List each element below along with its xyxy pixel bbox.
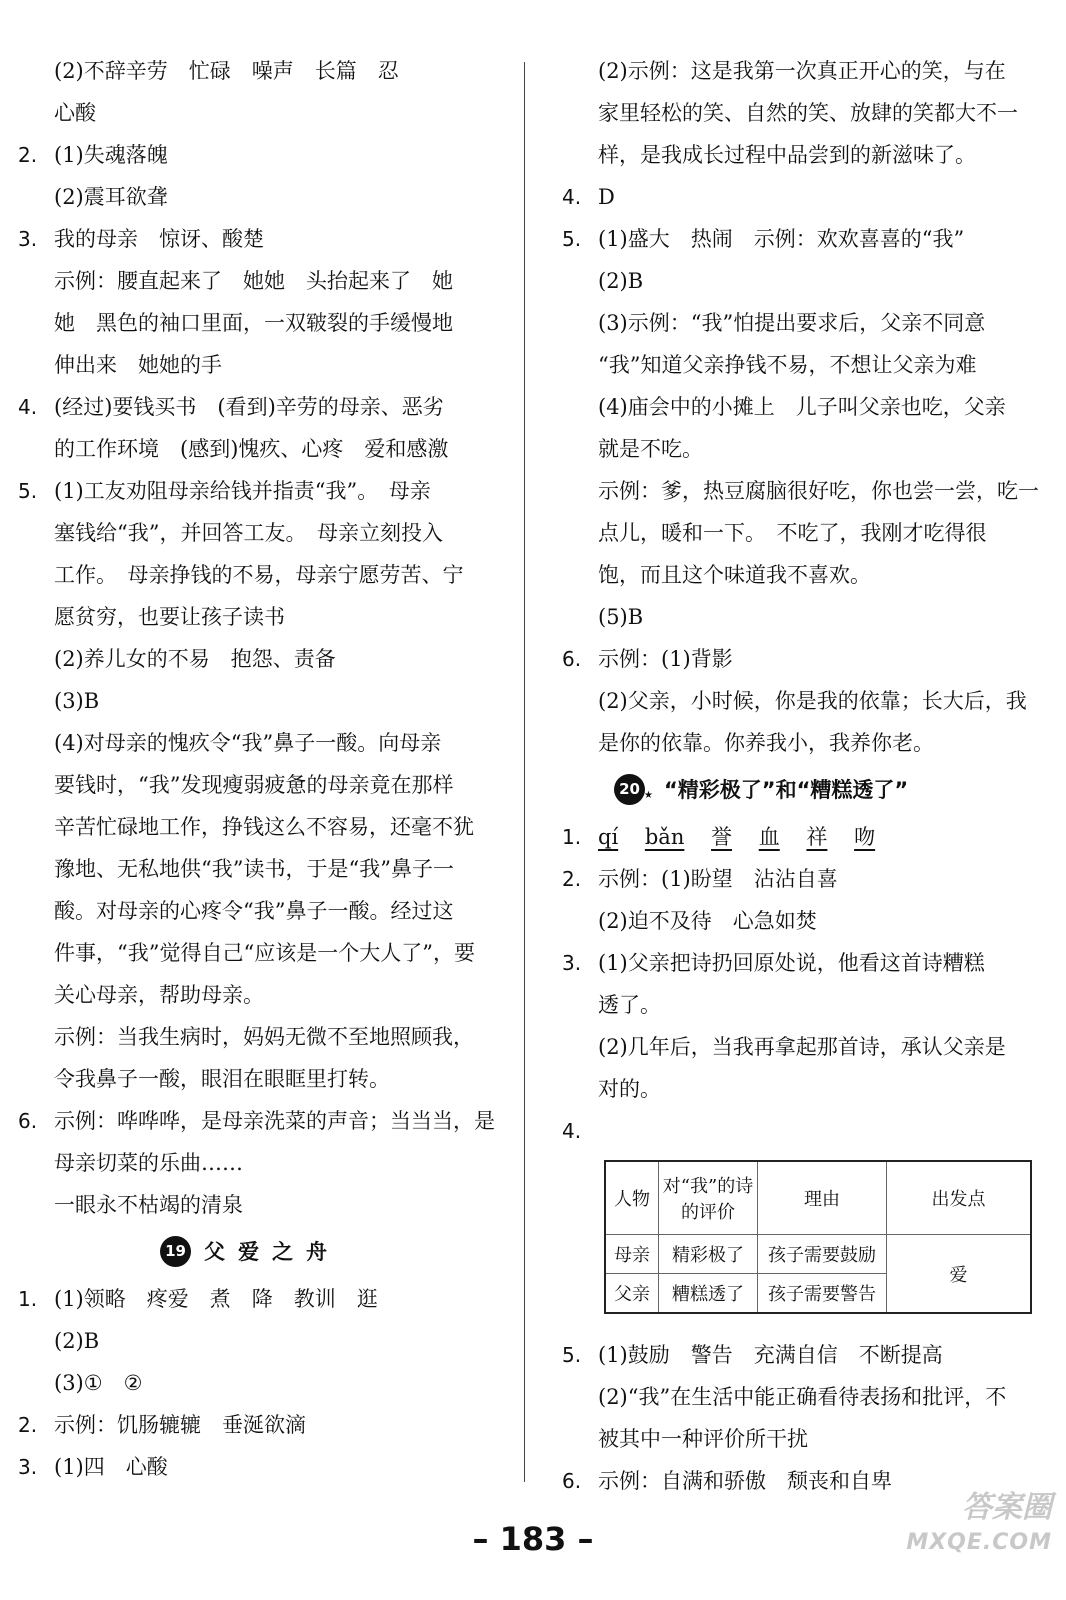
answer-line	[18, 680, 498, 722]
answer-line	[562, 176, 1042, 218]
answer-text: 被其中一种评价所干扰	[598, 1427, 808, 1451]
answer-line	[18, 764, 498, 806]
answer-line	[562, 900, 1042, 942]
question-number: 5.	[562, 227, 582, 251]
answer-text: 是你的依靠。你养我小，我养你老。	[598, 731, 934, 755]
answer-text: 辛苦忙碌地工作，挣钱这么不容易，还毫不犹	[54, 815, 474, 839]
answer-text: 示例：饥肠辘辘 垂涎欲滴	[54, 1413, 306, 1437]
right-answers-part2	[562, 858, 1042, 1152]
answer-line	[562, 554, 1042, 596]
answer-item: 血	[758, 825, 780, 849]
answer-line	[562, 1110, 1042, 1152]
answer-line	[562, 134, 1042, 176]
answer-text: 示例：哗哗哗，是母亲洗菜的声音；当当当，是	[54, 1109, 495, 1133]
answer-text: (3)示例：“我”怕提出要求后，父亲不同意	[598, 311, 986, 335]
answer-text: 酸。对母亲的心疼令“我”鼻子一酸。经过这	[54, 899, 454, 923]
answer-line	[18, 1446, 498, 1488]
table-cell-merged: 爱	[887, 1235, 1032, 1314]
answer-text: 示例：(1)背影	[598, 647, 733, 671]
answer-text: 塞钱给“我”，并回答工友。 母亲立刻投入	[54, 521, 443, 545]
question-number: 6.	[562, 647, 582, 671]
answer-text: (2)不辞辛劳 忙碌 噪声 长篇 忍	[54, 59, 399, 83]
table-cell: 父亲	[605, 1274, 659, 1314]
answer-text: (2)养儿女的不易 抱怨、责备	[54, 647, 336, 671]
answer-text: 伸出来 她她的手	[54, 353, 222, 377]
question-number: 4.	[562, 1119, 582, 1143]
answer-text: 心酸	[54, 101, 96, 125]
answer-line	[18, 722, 498, 764]
watermark-text: 答案圈	[962, 1490, 1052, 1525]
answer-text: 示例：自满和骄傲 颓丧和自卑	[598, 1469, 892, 1493]
answer-line	[562, 722, 1042, 764]
answer-line	[562, 92, 1042, 134]
answer-line	[18, 848, 498, 890]
answer-text: 就是不吃。	[598, 437, 703, 461]
question-number: 1.	[562, 825, 582, 849]
table-header-cell: 对“我”的诗的评价	[659, 1161, 758, 1235]
answer-line	[18, 92, 498, 134]
answer-line	[18, 932, 498, 974]
question-number: 5.	[18, 479, 38, 503]
answer-line	[18, 176, 498, 218]
answer-line	[562, 344, 1042, 386]
answer-line	[18, 218, 498, 260]
answer-line	[18, 806, 498, 848]
section-number-badge: 19	[160, 1236, 191, 1267]
answer-text: 饱，而且这个味道我不喜欢。	[598, 563, 871, 587]
answer-text: 我的母亲 惊讶、酸楚	[54, 227, 264, 251]
question-number: 3.	[18, 1455, 38, 1479]
answer-text: (2)“我”在生活中能正确看待表扬和批评，不	[598, 1385, 1007, 1409]
answer-text: (4)对母亲的愧疚令“我”鼻子一酸。向母亲	[54, 731, 442, 755]
answer-line	[562, 1068, 1042, 1110]
answer-line	[562, 680, 1042, 722]
answer-text: 点儿，暖和一下。 不吃了，我刚才吃得很	[598, 521, 987, 545]
table-cell: 精彩极了	[659, 1235, 758, 1274]
answer-line	[18, 890, 498, 932]
answer-line	[18, 1362, 498, 1404]
answer-text: (1)领略 疼爱 煮 降 教训 逛	[54, 1287, 378, 1311]
answer-text: 母亲切菜的乐曲……	[54, 1151, 243, 1175]
answer-line	[18, 1142, 498, 1184]
question-number: 3.	[562, 951, 582, 975]
left-answers-part1	[18, 50, 498, 1226]
answer-line	[562, 1026, 1042, 1068]
answer-item: qí	[598, 825, 619, 849]
column-divider	[524, 62, 525, 1482]
answer-line	[18, 512, 498, 554]
answer-line	[18, 1404, 498, 1446]
answer-line	[562, 260, 1042, 302]
table-cell: 糟糕透了	[659, 1274, 758, 1314]
question-number: 2.	[18, 143, 38, 167]
answer-line	[18, 1184, 498, 1226]
answer-line	[562, 218, 1042, 260]
answer-text: 工作。 母亲挣钱的不易，母亲宁愿劳苦、宁	[54, 563, 464, 587]
answer-line	[18, 1016, 498, 1058]
answer-line	[18, 50, 498, 92]
table-cell: 孩子需要警告	[758, 1274, 887, 1314]
question-number: 5.	[562, 1343, 582, 1367]
answer-line	[18, 428, 498, 470]
answer-line	[18, 302, 498, 344]
answer-text: (2)几年后，当我再拿起那首诗，承认父亲是	[598, 1035, 1006, 1059]
answer-text: 件事，“我”觉得自己“应该是一个大人了”，要	[54, 941, 475, 965]
left-answers-part2	[18, 1278, 498, 1488]
table-header-cell: 人物	[605, 1161, 659, 1235]
answer-text: 关心母亲，帮助母亲。	[54, 983, 264, 1007]
table-header-row	[605, 1161, 1031, 1235]
answer-text: 愿贫穷，也要让孩子读书	[54, 605, 285, 629]
answer-text: 家里轻松的笑、自然的笑、放肆的笑都大不一	[598, 101, 1018, 125]
left-column	[18, 50, 498, 1488]
answer-text: (2)震耳欲聋	[54, 185, 168, 209]
answer-line	[562, 984, 1042, 1026]
answer-line	[562, 596, 1042, 638]
answer-line	[18, 386, 498, 428]
answer-text: (1)鼓励 警告 充满自信 不断提高	[598, 1343, 943, 1367]
section-19-header	[18, 1226, 498, 1278]
answer-line	[18, 638, 498, 680]
answer-line	[562, 816, 1042, 858]
answer-text: “我”知道父亲挣钱不易，不想让父亲为难	[598, 353, 977, 377]
answer-line	[18, 974, 498, 1016]
answer-text: 的工作环境 (感到)愧疚、心疼 爱和感激	[54, 437, 449, 461]
star-icon: ★	[644, 790, 653, 801]
answer-line	[18, 1320, 498, 1362]
answer-text: (2)示例：这是我第一次真正开心的笑，与在	[598, 59, 1006, 83]
table-cell: 孩子需要鼓励	[758, 1235, 887, 1274]
answer-text: (2)B	[54, 1329, 100, 1353]
answer-text: (2)父亲，小时候，你是我的依靠；长大后，我	[598, 689, 1027, 713]
answer-line	[562, 50, 1042, 92]
answer-line	[562, 942, 1042, 984]
question-number: 2.	[562, 867, 582, 891]
answer-item: 祥	[806, 825, 828, 849]
question-number: 2.	[18, 1413, 38, 1437]
section-number-badge: 20	[614, 774, 645, 805]
answer-line	[562, 512, 1042, 554]
question-number: 3.	[18, 227, 38, 251]
answer-text: (1)四 心酸	[54, 1455, 168, 1479]
answer-text: (1)失魂落魄	[54, 143, 168, 167]
right-column	[562, 50, 1042, 1152]
answer-text: 她 黑色的袖口里面，一双皲裂的手缓慢地	[54, 311, 453, 335]
answer-text: 令我鼻子一酸，眼泪在眼眶里打转。	[54, 1067, 390, 1091]
answer-text: 豫地、无私地供“我”读书，于是“我”鼻子一	[54, 857, 454, 881]
page-number: – 183 –	[472, 1520, 594, 1558]
answer-text: 示例：(1)盼望 沾沾自喜	[598, 867, 838, 891]
question-number: 4.	[18, 395, 38, 419]
answer-line	[562, 1418, 1042, 1460]
answer-item: 誉	[711, 825, 733, 849]
answer-line	[562, 302, 1042, 344]
question-number: 1.	[18, 1287, 38, 1311]
section-20-header	[562, 764, 1042, 816]
answer-line	[18, 134, 498, 176]
answer-line	[562, 858, 1042, 900]
right-answers-part3	[562, 1334, 1042, 1502]
answer-text: (3)B	[54, 689, 100, 713]
pinyin-answers	[598, 816, 895, 858]
answer-text: (2)B	[598, 269, 644, 293]
question-number: 4.	[562, 185, 582, 209]
answer-line	[562, 1376, 1042, 1418]
answer-line	[18, 596, 498, 638]
answer-text: D	[598, 185, 615, 209]
answer-text: 透了。	[598, 993, 661, 1017]
answer-text: 示例：爹，热豆腐脑很好吃，你也尝一尝，吃一	[598, 479, 1039, 503]
answer-text: (1)父亲把诗扔回原处说，他看这首诗糟糕	[598, 951, 985, 975]
table-header-cell: 出发点	[887, 1161, 1032, 1235]
answer-text: 对的。	[598, 1077, 661, 1101]
answer-line	[18, 344, 498, 386]
evaluation-table	[604, 1160, 1032, 1314]
answer-line	[18, 260, 498, 302]
answer-item: bǎn	[644, 825, 685, 849]
answer-line	[18, 1058, 498, 1100]
answer-text: (4)庙会中的小摊上 儿子叫父亲也吃，父亲	[598, 395, 1006, 419]
answer-line	[18, 1278, 498, 1320]
answer-item: 吻	[854, 825, 876, 849]
answer-line	[18, 1100, 498, 1142]
answer-line	[18, 554, 498, 596]
answer-line	[562, 1334, 1042, 1376]
answer-text: 一眼永不枯竭的清泉	[54, 1193, 243, 1217]
table-row	[605, 1235, 1031, 1274]
watermark-logo	[872, 1488, 1052, 1558]
answer-text: 样，是我成长过程中品尝到的新滋味了。	[598, 143, 976, 167]
answer-line	[18, 470, 498, 512]
right-answers-part1	[562, 50, 1042, 764]
answer-text: (2)迫不及待 心急如焚	[598, 909, 817, 933]
watermark-url: MXQE.COM	[906, 1530, 1052, 1555]
answer-text: (1)盛大 热闹 示例：欢欢喜喜的“我”	[598, 227, 965, 251]
section-title: “精彩极了”和“糟糕透了”	[664, 778, 909, 802]
answer-text: 示例：腰直起来了 她她 头抬起来了 她	[54, 269, 453, 293]
answer-line	[562, 386, 1042, 428]
table-cell: 母亲	[605, 1235, 659, 1274]
answer-line	[562, 638, 1042, 680]
answer-text: (经过)要钱买书 (看到)辛劳的母亲、恶劣	[54, 395, 444, 419]
answer-text: 示例：当我生病时，妈妈无微不至地照顾我，	[54, 1025, 474, 1049]
section-title: 父爱之舟	[204, 1240, 340, 1264]
answer-line	[562, 428, 1042, 470]
answer-text: (3)① ②	[54, 1371, 143, 1395]
question-number: 6.	[18, 1109, 38, 1133]
table-header-cell: 理由	[758, 1161, 887, 1235]
answer-line	[562, 470, 1042, 512]
right-column-end	[562, 1334, 1042, 1502]
question-number: 6.	[562, 1469, 582, 1493]
answer-text: (1)工友劝阻母亲给钱并指责“我”。 母亲	[54, 479, 431, 503]
answer-text: 要钱时，“我”发现瘦弱疲惫的母亲竟在那样	[54, 773, 454, 797]
answer-text: (5)B	[598, 605, 644, 629]
